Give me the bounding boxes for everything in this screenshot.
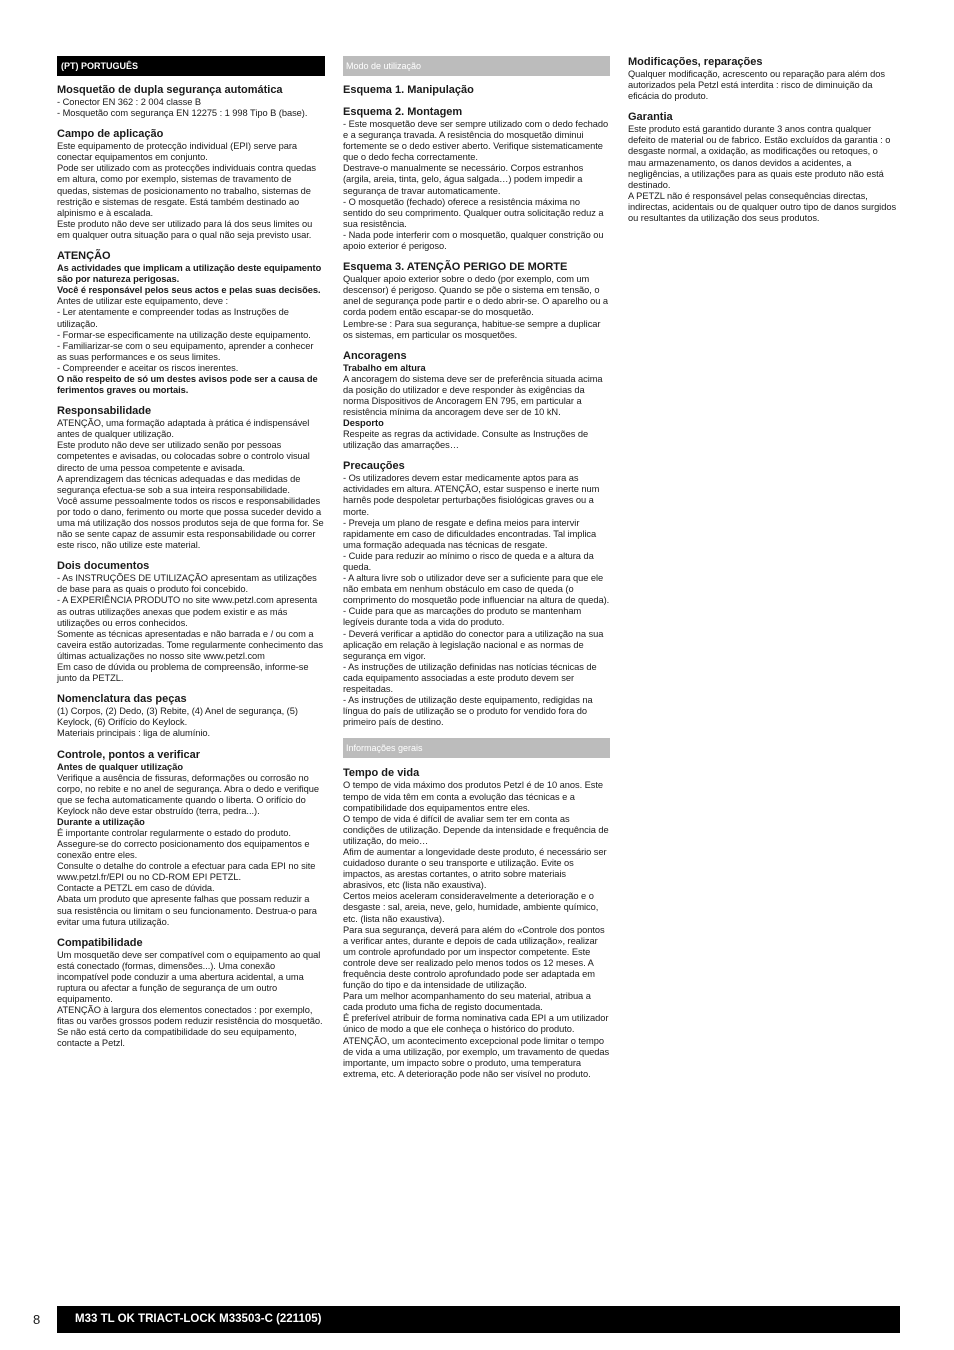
section-title: Garantia (628, 111, 673, 124)
subsection-title: Durante a utilização (57, 816, 145, 827)
section-title: Mosquetão de dupla segurança automática (57, 84, 283, 96)
section-text: - Os utilizadores devem estar medicamente aptos para as actividades em altura. ATENÇÃO, estar suspenso e inerte num harnês pode despoletar perturbações fisiológicas graves ou a morte. - Preveja um plano de resgate e defina meios para intervir rapidamente em caso de dificuldades encontradas. Tal implica uma formação adequada nas técnicas de resgate. - Cuide para reduzir ao mínimo o risco de queda e a altura da queda. - A altura livre sob o utilizador deve ser a suficiente para que ele não embata em nenhum obstáculo em caso de queda (o comprimento do mosquetão pode influenciar na altura de queda). - Cuide para que as marcações do produto se mantenham legíveis durante toda a vida do produto. - Deverá verificar a aptidão do conector para a utilização na sua aplicação em relação à legislação nacional e as normas de segurança em vigor. - As instruções de utilização definidas nas notícias técnicas de cada equipamento associadas a este produto devem ser respeitadas. - As instruções de utilização deste equipamento, redigidas na língua do país de utilização se o produto for vendido fora do primeiro país de destino. (343, 473, 610, 728)
section-text: ATENÇÃO, uma formação adaptada à prática é indispensável antes de qualquer utilização. Este produto não deve ser utilizado senão por pessoas competentes e avisadas, ou colocadas sobre o controlo visual directo de uma pessoa competente e avisada. A aprendizagem das técnicas adequadas e das medidas de segurança efectua-se sob a sua inteira responsabilidade. Você assume pessoalmente todos os riscos e responsabilidades por todo o dano, ferimento ou morte que possa suceder devido a uma má utilização dos nossos produtos seja de que forma for. Se não se sente capaz de assumir esta responsabilidade ou correr este risco, não utilize este material. (57, 418, 324, 551)
section-title: Campo de aplicação (57, 128, 164, 141)
section-title: Controle, pontos a verificar (57, 748, 201, 761)
section-header-bar: Modo de utilização (343, 56, 610, 76)
column-1 (57, 56, 325, 1050)
section-title: Esquema 2. Montagem (343, 106, 463, 118)
section-header-bar: Informações gerais (343, 738, 610, 758)
section-text: O tempo de vida máximo dos produtos Petzl é de 10 anos. Este tempo de vida têm em conta a evolução das técnicas e a compatibilidade dos equipamentos entre eles. O tempo de vida é difícil de avaliar sem ter em conta as condições de utilização. Depende da intensidade e frequência de utilização, do meio… Afim de aumentar a longevidade deste produto, é necessário ser cuidadoso durante o seu transporte e utilização. Evite os impactos, as arestas cortantes, o atrito sobre materiais abrasivos, etc (lista não exaustiva). Certos meios aceleram consideravelmente a deterioração e o desgaste : sal, areia, neve, gelo, humidade, ambiente químico, etc. (lista não exaustiva). Para sua segurança, deverá para além do «Controle dos pontos a verificar antes, durante e depois de cada utilização», realizar um controle aprofundado por um inspector competente. Este controle deve ser realizado pelo menos todos os 12 meses. A frequência deste controlo aprofundado pode ser adaptada em função do tipo e da intensidade de utilização. Para um melhor acompanhamento do seu material, atribua a cada produto uma ficha de registo documentada. É preferível atribuir de forma nominativa cada EPI a um utilizador único de modo a que ele conheça o histórico do produto. ATENÇÃO, um acontecimento excepcional pode limitar o tempo de vida a uma utilização, por exemplo, um travamento de quedas importante, um impacto sobre o produto, uma temperatura extrema, etc. A deterioração pode não ser visível no produto. (343, 780, 610, 1079)
column-2 (343, 56, 610, 1080)
section-text: Este produto está garantido durante 3 anos contra qualquer defeito de material ou de fabrico. Estão excluídos da garantia : o desgaste normal, a oxidação, as modificações ou retoques, o mau armazenamento, os danos devidos a acidentes, a negligências, a utilizações para as quais este produto não está destinado. A PETZL não é responsável pelas consequências directas, indirectas, acidentais ou de qualquer outro tipo de danos surgidos ou resultantes da utilização dos seus produtos. (628, 124, 897, 224)
warning-text: O não respeito de só um destes avisos pode ser a causa de ferimentos graves ou mortais. (57, 373, 318, 396)
section-text: Um mosquetão deve ser compatível com o equipamento ao qual está conectado (formas, dimensões...). Uma conexão incompatível pode conduzir a uma abertura acidental, a uma ruptura ou afectar a função de segurança de um outro equipamento. ATENÇÃO à largura dos elementos conectados : por exemplo, fitas ou varões grossos podem reduzir resistência do mosquetão. Se não está certo da compatibilidade do seu equipamento, contacte a Petzl. (57, 949, 323, 1049)
section-title: Responsabilidade (57, 405, 152, 418)
section-text: Qualquer apoio exterior sobre o dedo (por exemplo, com um descensor) é perigoso. Quando se põe o sistema em tensão, o anel de segurança pode partir e o dedo abrir-se. O aparelho ou a corda podem então escapar-se do mosquetão. Lembre-se : Para sua segurança, habitue-se sempre a duplicar os sistemas, em particular os mosquetões. (343, 274, 609, 340)
section-text: - Este mosquetão deve ser sempre utilizado com o dedo fechado e a segurança travada. A resistência do mosquetão diminui fortemente se o dedo estiver aberto. Verifique sistematicamente que o dedo fecha correctamente. Destrave-o manualmente se necessário. Corpos estranhos (argila, areia, tinta, gelo, água salgada…) podem impedir a segurança de travar automaticamente. - O mosquetão (fechado) oferece a resistência máxima no sentido do seu comprimento. Qualquer outra solicitação reduz a sua resistência. - Nada pode interferir com o mosquetão, qualquer constrição ou apoio exterior é perigoso. (343, 119, 609, 252)
language-header: (PT) PORTUGUÊS (57, 56, 325, 76)
section-text: Verifique a ausência de fissuras, deformações ou corrosão no corpo, no rebite e no anel de segurança. Abra o dedo e verifique que se fecha automaticamente quando o liberta. O orifício do Keylock não deve estar obstruído (terra, pedra...). (57, 772, 319, 816)
section-text: Qualquer modificação, acrescento ou reparação para além dos autorizados pela Petzl está interdita : risco de diminuição da eficácia do produto. (628, 69, 885, 102)
section-text: A ancoragem do sistema deve ser de preferência situada acima da posição do utilizador e deve responder às exigências da norma Dispositivos de Ancoragem EN 795, em particular a resistência mínima da ancoragem deve ser de 10 kN. (343, 373, 603, 417)
section-title: Nomenclatura das peças (57, 693, 187, 706)
section-title: Compatibilidade (57, 936, 143, 949)
section-title: Esquema 3. ATENÇÃO PERIGO DE MORTE (343, 261, 568, 274)
subsection-title: Desporto (343, 418, 384, 429)
section-title: ATENÇÃO (57, 250, 111, 263)
subsection-title: Trabalho em altura (343, 362, 426, 373)
section-text: - As INSTRUÇÕES DE UTILIZAÇÃO apresentam as utilizações de base para as quais o produto foi concebido. - A EXPERIÊNCIA PRODUTO no site www.petzl.com apresenta as outras utilizações anexas que podem existir e as más utilizações ou erros conhecidos. Somente as técnicas apresentadas e não barrada e / ou com a caveira estão autorizadas. Tome regularmente conhecimento das últimas actualizações no nosso site www.petzl.com Em caso de dúvida ou problema de compreensão, informe-se junto da PETZL. (57, 573, 324, 684)
subsection-title: Antes de qualquer utilização (57, 761, 184, 772)
section-text: É importante controlar regularmente o estado do produto. Assegure-se do correcto posicionamento dos equipamentos e conexão entre eles. Consulte o detalhe do controle a efectuar para cada EPI no site www.petzl.fr/EPI ou no CD-ROM EPI PETZL. Contacte a PETZL em caso de dúvida. Abata um produto que apresente falhas que possam reduzir a sua resistência ou limitam o seu funcionamento. Destrua-o para evitar uma futura utilização. (57, 827, 317, 927)
section-title: Tempo de vida (343, 767, 420, 780)
warning-text: As actividades que implicam a utilização deste equipamento são por natureza perigosas. Você é responsável pelos seus actos e pelas suas decisões. (57, 263, 322, 296)
page-number: 8 (33, 1312, 41, 1327)
footer-bar: M33 TL OK TRIACT-LOCK M33503-C (221105) (57, 1306, 900, 1333)
section-text: Este equipamento de protecção individual (EPI) serve para conectar equipamentos em conjunto. Pode ser utilizado com as protecções individuais contra quedas em altura, como por exemplo, sistemas de travamento de quedas, sistemas de posicionamento no trabalho, sistemas de restrição e sistemas de resgate. Está também destinado ao alpinismo e à escalada. Este produto não deve ser utilizado para lá dos seus limites ou em qualquer outra situação para o qual não seja previsto usar. (57, 141, 316, 240)
section-text: (1) Corpos, (2) Dedo, (3) Rebite, (4) Anel de segurança, (5) Keylock, (6) Orifício do Keylock. Materiais principais : liga de alumínio. (57, 706, 298, 739)
section-title: Precauções (343, 460, 405, 473)
column-3 (628, 56, 898, 224)
section-title: Modificações, reparações (628, 56, 763, 68)
section-text: Antes de utilizar este equipamento, deve : - Ler atentamente e compreender todas as Instruções de utilização. - Formar-se especificamente na utilização deste equipamento. - Familiarizar-se com o seu equipamento, aprender a conhecer as suas performances e os seus limites. - Compreender e aceitar os riscos inerentes. (57, 296, 314, 373)
section-title: Dois documentos (57, 560, 150, 573)
section-title: Esquema 1. Manipulação (343, 84, 474, 96)
section-title: Ancoragens (343, 349, 407, 362)
section-text: - Conector EN 362 : 2 004 classe B - Mosquetão com segurança EN 12275 : 1 998 Tipo B (base). (57, 97, 308, 119)
section-text: Respeite as regras da actividade. Consulte as Instruções de utilização das amarrações… (343, 429, 589, 451)
